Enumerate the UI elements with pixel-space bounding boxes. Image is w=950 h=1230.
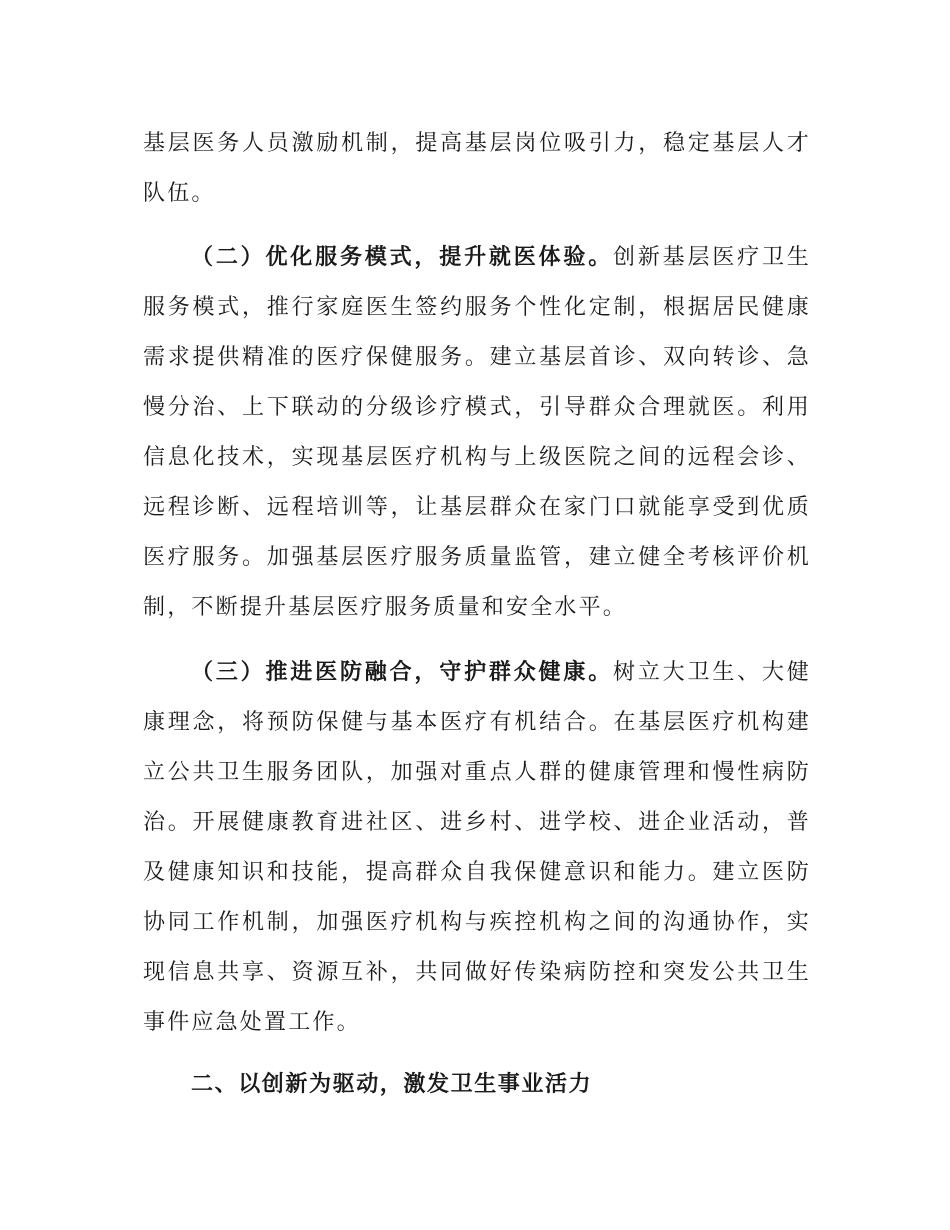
paragraph-optimize-service	[143, 233, 811, 633]
paragraph-lead-heading: （三）推进医防融合，守护群众健康。	[191, 660, 614, 685]
section-heading: 二、以创新为驱动，激发卫生事业活力	[191, 1072, 593, 1097]
paragraph-medical-prevention	[143, 648, 811, 1048]
paragraph-lead-heading: （二）优化服务模式，提升就医体验。	[191, 245, 614, 270]
paragraph-continuation	[143, 119, 811, 219]
paragraph-text: 创新基层医疗卫生服务模式，推行家庭医生签约服务个性化定制，根据居民健康需求提供精准的医疗保健服务。建立基层首诊、双向转诊、急慢分治、上下联动的分级诊疗模式，引导群众合理就医。利用信息化技术，实现基层医疗机构与上级医院之间的远程会诊、远程诊断、远程培训等，让基层群众在家门口就能享受到优质医疗服务。加强基层医疗服务质量监管，建立健全考核评价机制，不断提升基层医疗服务质量和安全水平。	[143, 245, 811, 620]
paragraph-text: 树立大卫生、大健康理念，将预防保健与基本医疗有机结合。在基层医疗机构建立公共卫生服务团队，加强对重点人群的健康管理和慢性病防治。开展健康教育进社区、进乡村、进学校、进企业活动，普及健康知识和技能，提高群众自我保健意识和能力。建立医防协同工作机制，加强医疗机构与疾控机构之间的沟通协作，实现信息共享、资源互补，共同做好传染病防控和突发公共卫生事件应急处置工作。	[143, 660, 811, 1035]
paragraph-text: 基层医务人员激励机制，提高基层岗位吸引力，稳定基层人才队伍。	[143, 131, 811, 206]
